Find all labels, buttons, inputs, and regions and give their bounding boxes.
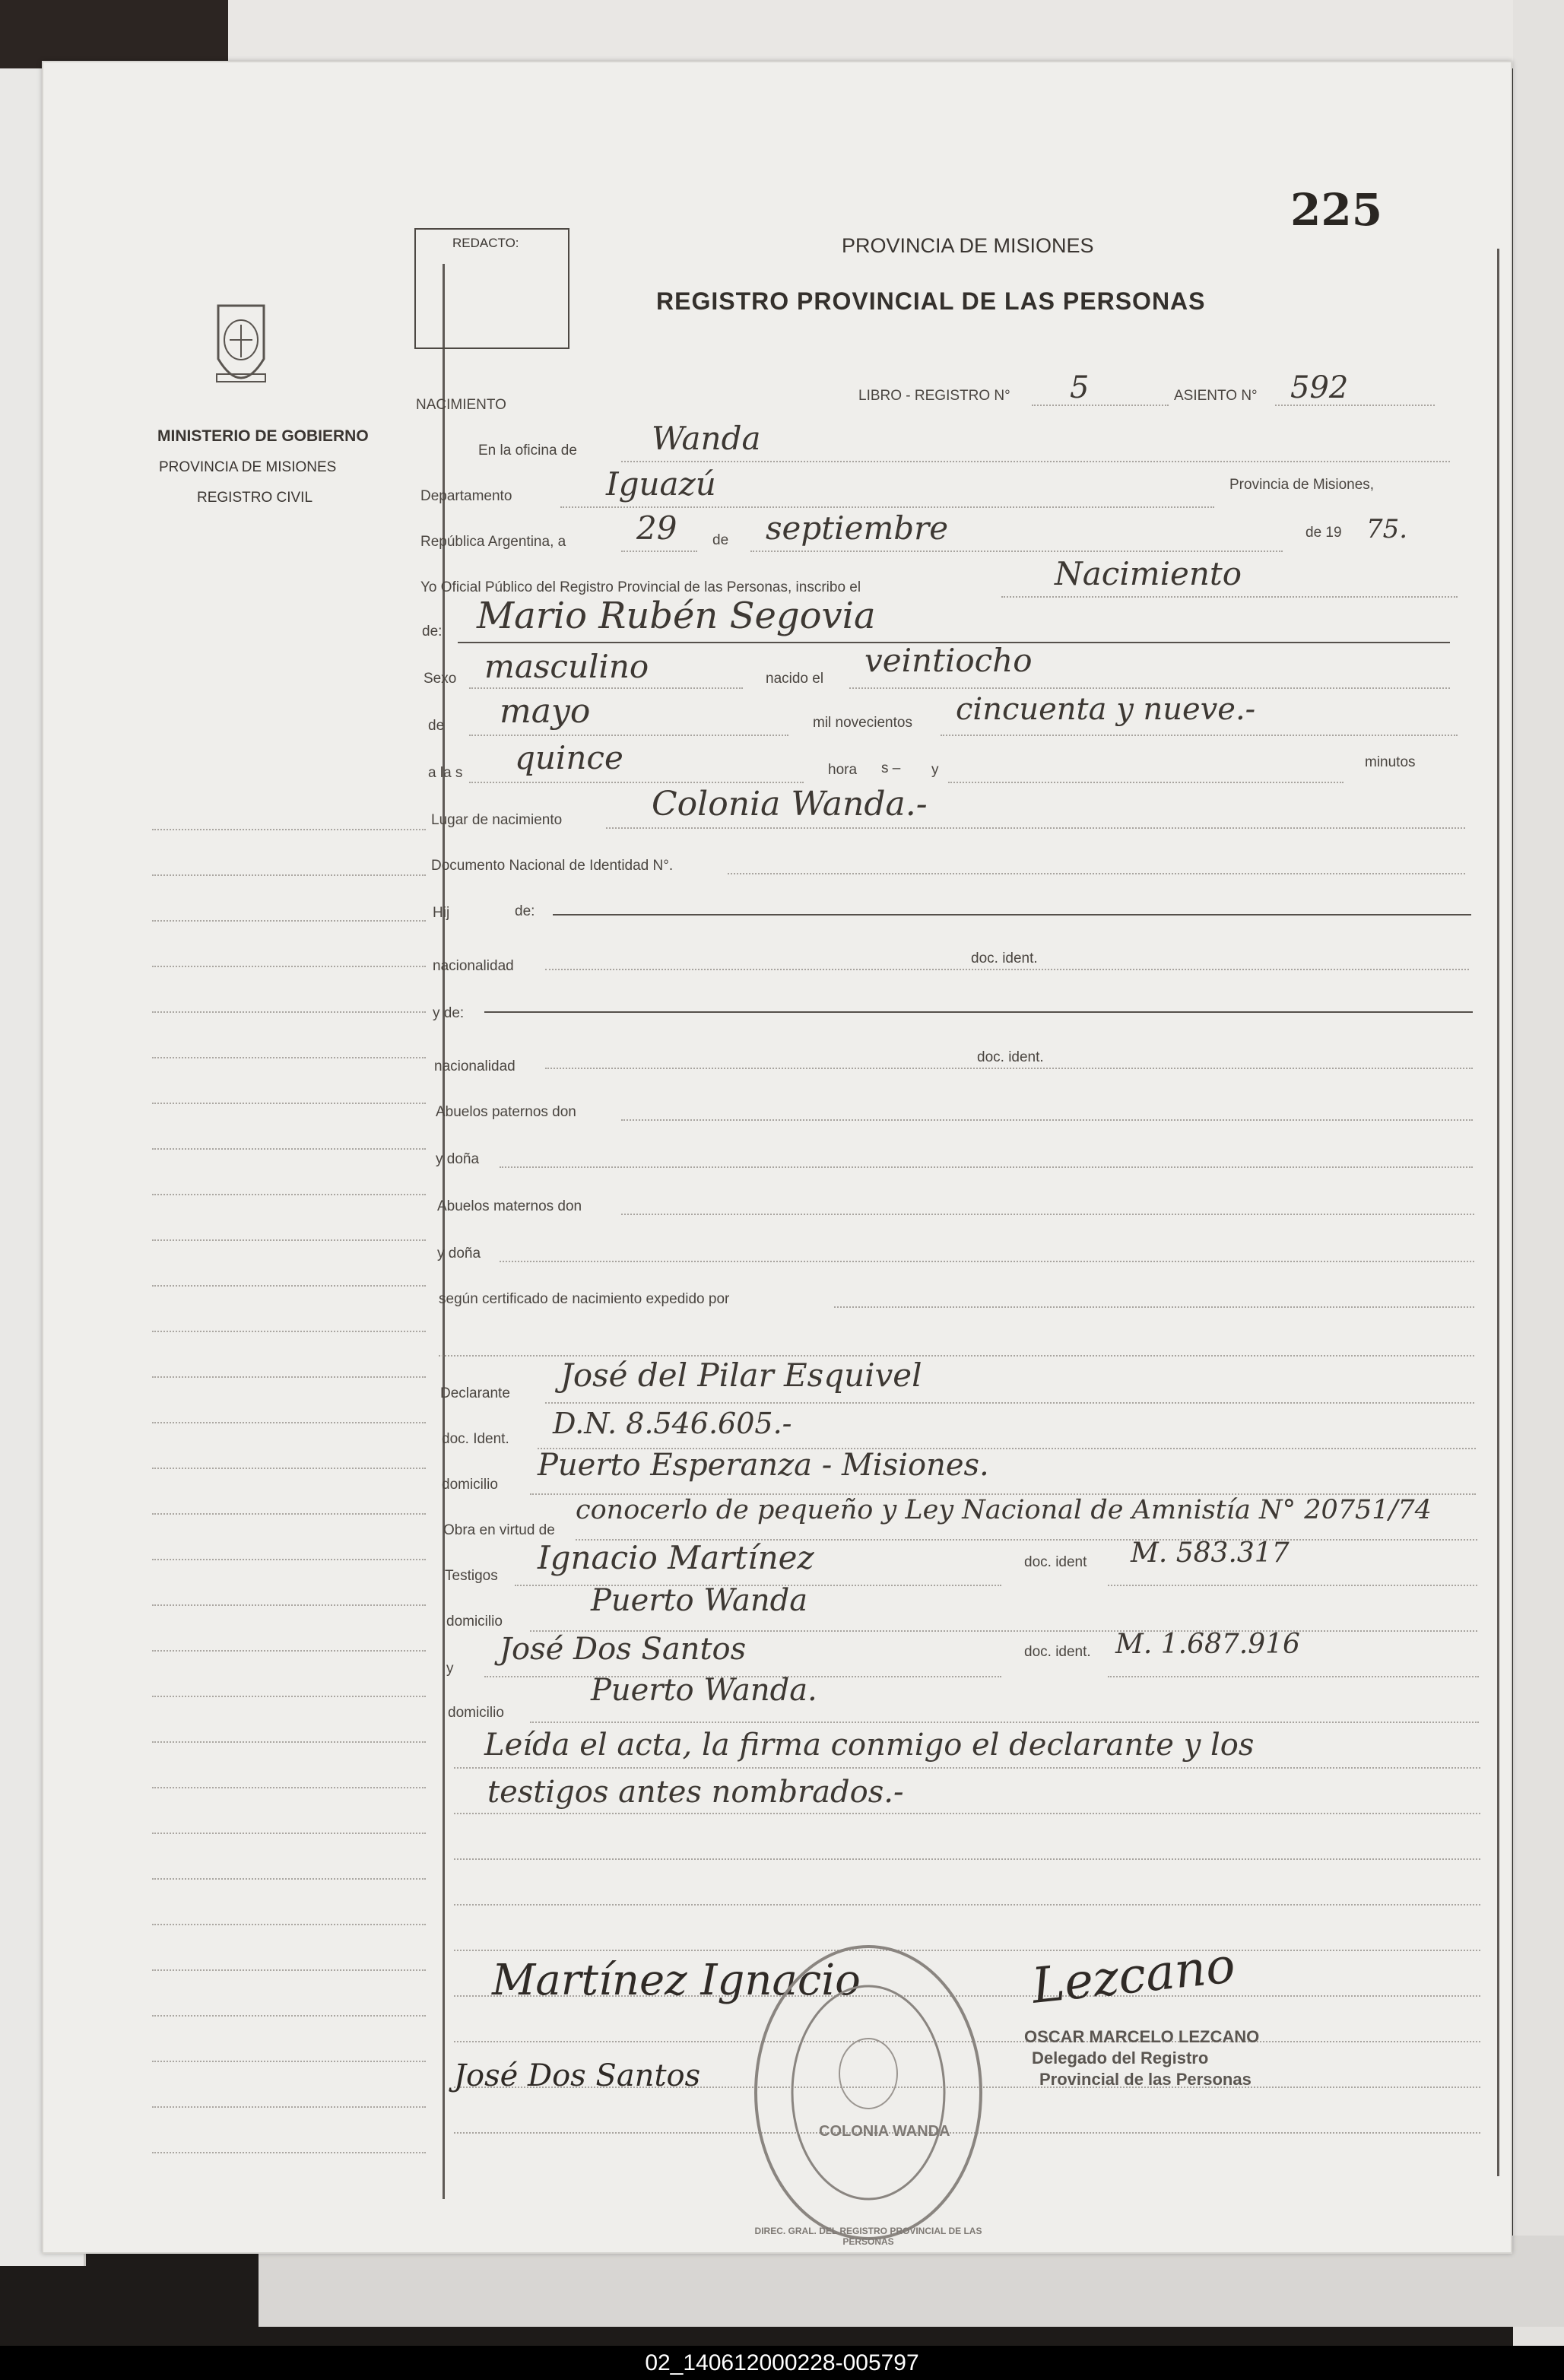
nombre-value: Mario Rubén Segovia xyxy=(477,595,876,637)
departamento-label: Departamento xyxy=(420,488,512,504)
abuelos-paternos-label: Abuelos paternos don xyxy=(436,1104,576,1120)
closing-line-2: testigos antes nombrados.- xyxy=(487,1775,904,1810)
republica-label: República Argentina, a xyxy=(420,534,566,550)
testigo2-dom-value: Puerto Wanda. xyxy=(591,1673,817,1708)
doc-ident2-label: doc. ident. xyxy=(977,1049,1044,1065)
margin-rule xyxy=(152,1103,426,1104)
margin-rule xyxy=(152,1559,426,1560)
rule xyxy=(1108,1676,1479,1677)
margin-rule xyxy=(152,1878,426,1880)
de-label: de xyxy=(712,532,729,548)
coat-of-arms-seal xyxy=(211,298,271,397)
hora-dash: s – xyxy=(881,760,901,776)
ydona2-label: y doña xyxy=(437,1246,481,1261)
margin-rule xyxy=(152,1604,426,1606)
lugar-label: Lugar de nacimiento xyxy=(431,812,563,828)
rule xyxy=(941,735,1458,736)
mes2-value: mayo xyxy=(500,692,591,731)
margin-rule xyxy=(152,1239,426,1241)
testigo1-value: Ignacio Martínez xyxy=(538,1539,814,1576)
margin-rule xyxy=(152,1285,426,1287)
nombre-prefix: de: xyxy=(422,624,443,639)
nacionalidad2-label: nacionalidad xyxy=(434,1058,516,1074)
rule xyxy=(834,1306,1474,1308)
rule xyxy=(454,1904,1480,1906)
libro-value: 5 xyxy=(1070,370,1090,405)
redacto-label: REDACTO: xyxy=(452,236,519,250)
domicilio2-label: domicilio xyxy=(446,1614,503,1630)
rule xyxy=(500,1166,1473,1168)
margin-rule xyxy=(152,1741,426,1743)
doc-ident-label: doc. ident. xyxy=(971,950,1038,966)
rule xyxy=(469,735,788,736)
margin-rule xyxy=(152,1148,426,1150)
yde-label: y de: xyxy=(433,1005,465,1021)
testigos-label: Testigos xyxy=(445,1568,498,1584)
province-header: PROVINCIA DE MISIONES xyxy=(842,234,1094,257)
rule xyxy=(560,506,1214,508)
docident-value: D.N. 8.546.605.- xyxy=(553,1407,792,1440)
departamento-value: Iguazú xyxy=(606,465,716,503)
domicilio3-label: domicilio xyxy=(448,1705,504,1721)
rule xyxy=(621,1214,1474,1215)
domicilio-label: domicilio xyxy=(442,1477,498,1493)
margin-rule xyxy=(152,1833,426,1834)
signature-lezcano: Lezcano xyxy=(1029,1937,1238,2015)
hij-de-label: de: xyxy=(515,903,535,919)
rule xyxy=(545,969,1469,970)
declarante-value: José del Pilar Esquivel xyxy=(560,1357,922,1394)
rule xyxy=(606,827,1465,829)
margin-rule xyxy=(152,2152,426,2153)
margin-rule xyxy=(152,1924,426,1925)
background-right xyxy=(1513,0,1564,2380)
obra-label: Obra en virtud de xyxy=(443,1522,555,1538)
left-vertical-rule xyxy=(443,264,445,2199)
ministry-line-1: MINISTERIO DE GOBIERNO xyxy=(157,427,369,445)
ministry-line-3: REGISTRO CIVIL xyxy=(197,490,313,506)
abuelos-maternos-label: Abuelos maternos don xyxy=(437,1198,582,1214)
ministry-line-2: PROVINCIA DE MISIONES xyxy=(159,459,337,475)
stamp-outer-text: DIREC. GRAL. DEL REGISTRO PROVINCIAL DE LAS PERSONAS xyxy=(754,2226,982,2247)
margin-rule xyxy=(152,2061,426,2062)
rule xyxy=(1001,596,1458,598)
rule xyxy=(750,551,1283,552)
margin-rule xyxy=(152,874,426,876)
signature-dos-santos: José Dos Santos xyxy=(454,2058,701,2093)
margin-rule xyxy=(152,966,426,967)
stamp-inner-text: COLONIA WANDA xyxy=(819,2123,950,2140)
rule xyxy=(530,1722,1479,1723)
margin-rule xyxy=(152,1787,426,1788)
anio-label: de 19 xyxy=(1305,525,1342,541)
hora-label: hora xyxy=(828,762,858,778)
mil-label: mil novecientos xyxy=(813,715,912,731)
testigo2-doc-label: doc. ident. xyxy=(1024,1644,1091,1660)
mes-value: septiembre xyxy=(766,509,949,547)
margin-rule xyxy=(152,1331,426,1332)
alas-label: a la s xyxy=(428,765,463,781)
rule xyxy=(621,461,1450,462)
documento-label: Documento Nacional de Identidad N°. xyxy=(431,858,674,874)
dia-value: 29 xyxy=(636,509,677,547)
margin-rule xyxy=(152,1011,426,1013)
declarante-label: Declarante xyxy=(440,1385,510,1401)
rule xyxy=(454,1813,1480,1814)
official-title-2: Provincial de las Personas xyxy=(1039,2070,1252,2089)
sexo-value: masculino xyxy=(484,648,649,685)
y-label: y xyxy=(931,762,939,778)
margin-rule xyxy=(152,2106,426,2108)
margin-rule xyxy=(152,1969,426,1971)
rule xyxy=(621,1119,1473,1121)
y2-label: y xyxy=(446,1661,454,1677)
sexo-label: Sexo xyxy=(424,671,457,687)
rule xyxy=(728,873,1465,874)
testigo2-doc-value: M. 1.687.916 xyxy=(1115,1629,1300,1660)
rule xyxy=(1108,1585,1477,1586)
ydona-label: y doña xyxy=(436,1151,480,1167)
redacto-box xyxy=(414,228,569,349)
margin-rule xyxy=(152,2015,426,2017)
margin-rule xyxy=(152,1194,426,1195)
obra-value: conocerlo de pequeño y Ley Nacional de Amnistía N° 20751/74 xyxy=(576,1495,1432,1525)
margin-rule xyxy=(152,1696,426,1697)
official-name: OSCAR MARCELO LEZCANO xyxy=(1024,2027,1260,2046)
oficial-value: Nacimiento xyxy=(1055,555,1242,592)
hij-label: Hij xyxy=(433,905,450,921)
domicilio-value: Puerto Esperanza - Misiones. xyxy=(538,1448,989,1483)
testigo1-doc-value: M. 583.317 xyxy=(1131,1537,1290,1569)
margin-rule xyxy=(152,920,426,922)
rule xyxy=(553,914,1471,916)
nacionalidad-label: nacionalidad xyxy=(433,958,514,974)
hora-value: quince xyxy=(515,739,623,776)
rule xyxy=(948,782,1344,783)
margin-rule xyxy=(152,1376,426,1378)
margin-rule xyxy=(152,1057,426,1058)
margin-rule xyxy=(152,1422,426,1423)
registry-title: REGISTRO PROVINCIAL DE LAS PERSONAS xyxy=(656,287,1206,315)
rule xyxy=(621,551,697,552)
rule xyxy=(454,1767,1480,1769)
rule xyxy=(545,1068,1473,1069)
rule xyxy=(500,1261,1474,1262)
mes2-prefix: de xyxy=(428,718,445,734)
rule xyxy=(469,687,743,689)
rule xyxy=(454,1858,1480,1860)
rule xyxy=(849,687,1450,689)
official-title-1: Delegado del Registro xyxy=(1032,2048,1209,2067)
testigo2-value: José Dos Santos xyxy=(500,1632,747,1667)
rule xyxy=(469,782,804,783)
margin-rule xyxy=(152,1650,426,1652)
margin-rule xyxy=(152,1513,426,1515)
rule xyxy=(1032,405,1169,406)
rule xyxy=(1275,405,1435,406)
margin-rule xyxy=(152,829,426,830)
closing-line-1: Leída el acta, la firma conmigo el declarante y los xyxy=(484,1728,1255,1763)
segun-label: según certificado de nacimiento expedido por xyxy=(439,1291,730,1307)
provincia-label: Provincia de Misiones, xyxy=(1229,477,1375,493)
nacido-value: veintiocho xyxy=(864,642,1033,679)
docident-label: doc. Ident. xyxy=(442,1431,509,1447)
rule xyxy=(484,1011,1473,1013)
libro-label: LIBRO - REGISTRO N° xyxy=(858,388,1010,404)
lugar-value: Colonia Wanda.- xyxy=(652,785,928,823)
oficina-value: Wanda xyxy=(652,420,761,457)
anio-value: 75. xyxy=(1366,514,1408,544)
right-vertical-rule xyxy=(1497,249,1499,2176)
oficina-label: En la oficina de xyxy=(478,443,577,459)
record-type: NACIMIENTO xyxy=(416,397,506,413)
asiento-value: 592 xyxy=(1290,370,1349,405)
minutos-label: minutos xyxy=(1365,754,1416,770)
mil-value: cincuenta y nueve.- xyxy=(956,692,1256,727)
margin-rule xyxy=(152,1468,426,1469)
rule xyxy=(545,1402,1474,1404)
page-number: 225 xyxy=(1290,184,1383,236)
file-id-footer: 02_140612000228-005797 xyxy=(0,2346,1564,2380)
signature-martinez: Martínez Ignacio xyxy=(492,1956,861,2005)
background-top xyxy=(0,0,1564,68)
oficial-label: Yo Oficial Público del Registro Provincial de las Personas, inscribo el xyxy=(420,579,861,595)
registry-stamp xyxy=(750,1940,986,2245)
nacido-label: nacido el xyxy=(766,671,824,687)
testigo1-dom-value: Puerto Wanda xyxy=(591,1583,808,1618)
testigo1-doc-label: doc. ident xyxy=(1024,1554,1087,1570)
asiento-label: ASIENTO N° xyxy=(1174,388,1258,404)
